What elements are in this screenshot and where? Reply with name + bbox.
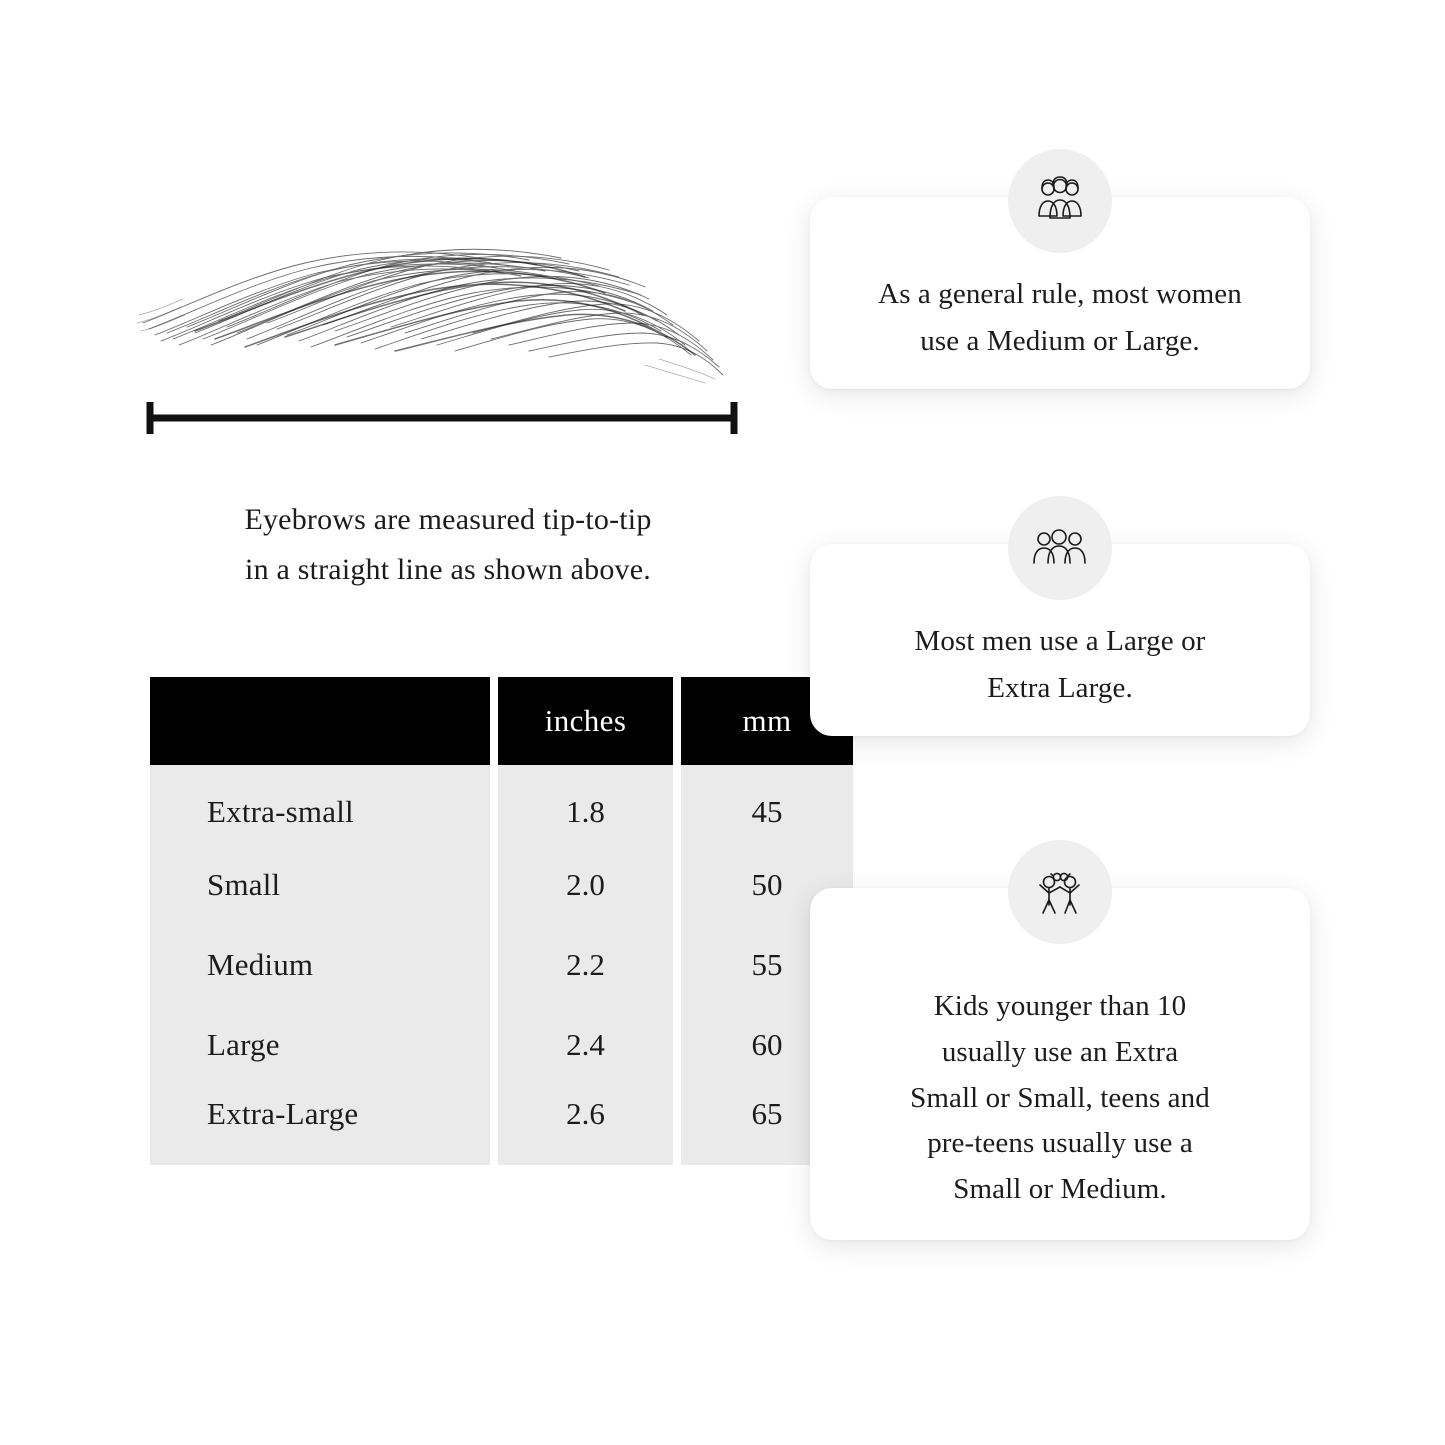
table-header-row	[150, 677, 853, 765]
cell-mm: 45	[681, 765, 853, 845]
column-header-mm: mm	[681, 677, 853, 765]
cell-inches: 2.2	[498, 925, 673, 1005]
men-group-icon	[1008, 496, 1112, 600]
size-table-body	[150, 765, 853, 1165]
column-header-inches: inches	[498, 677, 673, 765]
eyebrow-illustration-block	[70, 215, 700, 595]
table-row	[150, 765, 853, 845]
cell-size-name: Medium	[150, 925, 490, 1005]
size-table	[142, 677, 861, 1165]
kids-group-icon	[1008, 840, 1112, 944]
cell-inches: 2.4	[498, 1005, 673, 1085]
caption-line-1: Eyebrows are measured tip-to-tip	[244, 503, 652, 536]
cell-mm: 55	[681, 925, 853, 1005]
table-row	[150, 1005, 853, 1085]
note-line-3: Small or Small, teens and	[910, 1081, 1210, 1114]
note-line-4: pre-teens usually use a	[927, 1127, 1193, 1160]
cell-mm: 65	[681, 1085, 853, 1165]
note-line-2: usually use an Extra	[941, 1035, 1179, 1068]
note-card-kids	[810, 888, 1310, 1240]
eyebrow-icon	[125, 215, 725, 390]
table-row	[150, 845, 853, 925]
table-row	[150, 1085, 853, 1165]
cell-mm: 50	[681, 845, 853, 925]
cell-size-name: Extra-Large	[150, 1085, 490, 1165]
right-column	[800, 0, 1445, 1445]
note-line-2: use a Medium or Large.	[920, 324, 1200, 357]
measurement-bar-icon	[142, 398, 742, 438]
note-text	[852, 984, 1268, 1213]
note-text	[852, 618, 1268, 712]
cell-size-name: Extra-small	[150, 765, 490, 845]
cell-inches: 1.8	[498, 765, 673, 845]
note-card-men	[810, 544, 1310, 736]
table-row	[150, 925, 853, 1005]
cell-size-name: Large	[150, 1005, 490, 1085]
note-line-5: Small or Medium.	[953, 1173, 1167, 1206]
cell-inches: 2.6	[498, 1085, 673, 1165]
note-card-women	[810, 197, 1310, 389]
women-group-icon	[1008, 149, 1112, 253]
cell-mm: 60	[681, 1005, 853, 1085]
cell-inches: 2.0	[498, 845, 673, 925]
cell-size-name: Small	[150, 845, 490, 925]
column-header-size	[150, 677, 490, 765]
note-text	[852, 271, 1268, 365]
measurement-caption	[128, 495, 768, 595]
note-line-1: Most men use a Large or	[914, 625, 1206, 657]
caption-line-2: in a straight line as shown above.	[245, 552, 651, 586]
note-line-2: Extra Large.	[987, 671, 1133, 704]
note-line-1: Kids younger than 10	[933, 990, 1187, 1022]
note-line-1: As a general rule, most women	[878, 278, 1242, 310]
size-table-header	[150, 677, 853, 765]
